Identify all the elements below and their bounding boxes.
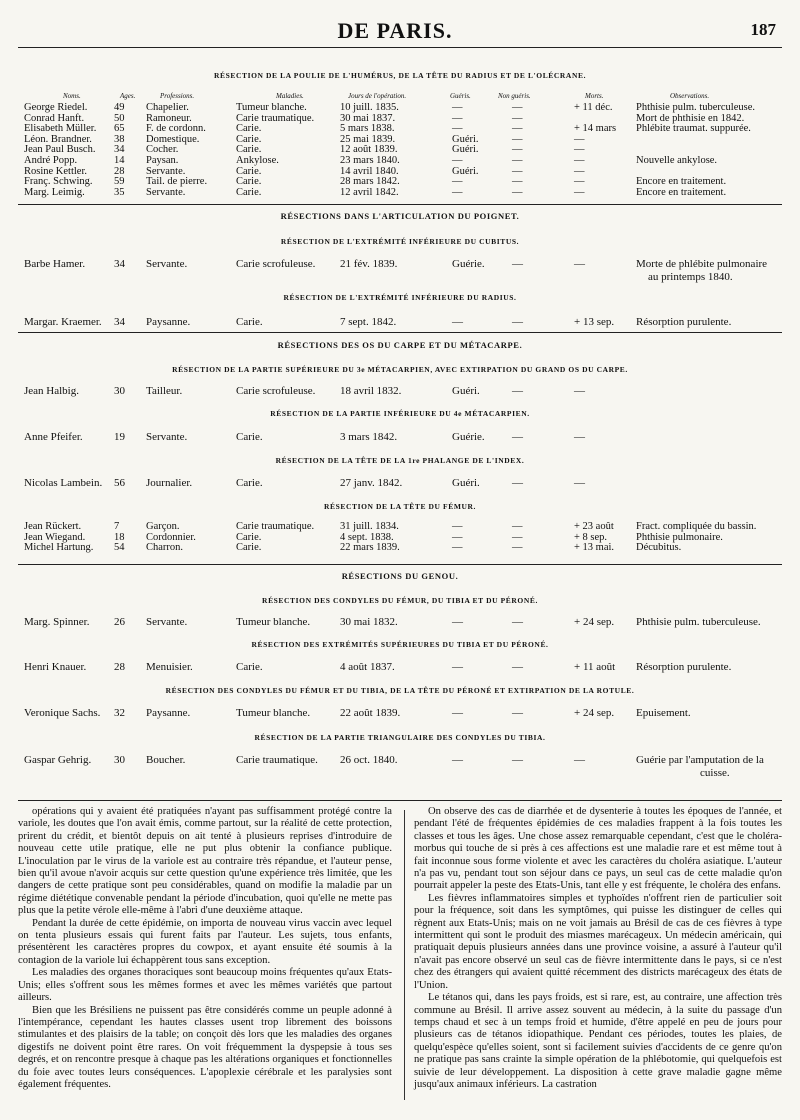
operation-date: 4 août 1837.	[340, 661, 395, 673]
patient-profession: Tail. de pierre.	[146, 176, 208, 188]
patient-age: 19	[114, 431, 125, 443]
patient-name: Margar. Kraemer.	[24, 316, 102, 328]
patient-malady: Carie traumatique.	[236, 112, 315, 124]
patient-malady: Tumeur blanche.	[236, 707, 311, 719]
non-gueri-value: —	[512, 155, 523, 166]
section-title-metacarpien-4: RÉSECTION DE LA PARTIE INFÉRIEURE DU 4e MÉTACARPIEN.	[270, 409, 530, 418]
col-observations: Observations.	[670, 92, 710, 100]
gueri-value: —	[452, 123, 463, 135]
mort-value: —	[574, 431, 585, 443]
section-title-carpe: RÉSECTIONS DES OS DU CARPE ET DU MÉTACARPE.	[277, 340, 523, 350]
patient-profession: F. de cordonn.	[146, 123, 206, 135]
patient-profession: Charron.	[146, 542, 184, 554]
section-title-extremites: RÉSECTION DES EXTRÉMITÉS SUPÉRIEURES DU TIBIA ET DU PÉRONÉ.	[251, 640, 549, 649]
patient-profession: Chapelier.	[146, 102, 189, 113]
gueri-value: Guéri.	[452, 165, 479, 177]
patient-name: Conrad Hanft.	[24, 112, 85, 124]
observation: Résorption purulente.	[636, 316, 732, 328]
patient-age: 28	[114, 661, 125, 673]
table-row	[18, 176, 782, 187]
non-gueri-value: —	[512, 133, 523, 145]
observation: Décubitus.	[636, 542, 682, 554]
observation: Encore en traitement.	[636, 186, 727, 198]
non-gueri-value: —	[512, 176, 523, 188]
table-row	[18, 430, 782, 444]
non-gueri-value: —	[512, 112, 523, 124]
patient-profession: Boucher.	[146, 754, 186, 766]
table-row	[18, 144, 782, 155]
patient-name: Gaspar Gehrig.	[24, 754, 92, 766]
mort-value: + 24 sep.	[574, 707, 615, 719]
patient-age: 34	[114, 316, 125, 328]
non-gueri-value: —	[512, 385, 523, 397]
table-row	[18, 257, 782, 271]
patient-age: 7	[114, 521, 120, 532]
gueri-value: Guérie.	[452, 258, 485, 270]
patient-malady: Carie.	[236, 661, 263, 673]
patient-age: 59	[114, 176, 125, 188]
paragraph: Les fièvres inflammatoires simples et typhoïdes n'offrent rien de particulier soit pour la fréquence, soit dans les symptômes, qui puisse les distinguer de celles qui règnent aux Etats-Unis; mais on ne voit jamais au Brésil de cas de ces fièvres à type intermittent qui sont le produit des miasmes marécageux. Un médecin américain, qui pratiquait depuis plusieurs années dans une province voisine, a assuré à l'auteur qu'il n'avait pas encore observé un seul cas de fièvre intermittente dans le pays, si ce n'est chez des étrangers qui avaient quitté récemment des districts marécageux des états de l'Union.	[414, 892, 782, 991]
operation-date: 27 janv. 1842.	[340, 477, 403, 489]
operation-date: 22 août 1839.	[340, 707, 401, 719]
table-row	[18, 542, 782, 553]
gueri-value: —	[452, 316, 463, 328]
patient-profession: Paysan.	[146, 155, 179, 166]
section-title-phalange: RÉSECTION DE LA TÊTE DE LA 1re PHALANGE DE L'INDEX.	[275, 456, 525, 465]
col-non-gueris: Non guéris.	[498, 92, 531, 100]
operation-date: 23 mars 1840.	[340, 155, 400, 166]
operation-date: 28 mars 1842.	[340, 176, 400, 188]
paragraph: Bien que les Brésiliens ne puissent pas être considérés comme un peuple adonné à l'intempérance, cependant les hautes classes usent trop librement des boissons stimulantes et des plaisirs de la table; on conçoit dès lors que les maladies des organes digestifs ne doivent point être rares. On voit fréquemment la dyspepsie à tous ses degrés, et on rencontre presque à chaque pas les altérations organiques et fonctionnelles du foie avec toutes leurs conséquences. L'apoplexie cérébrale et les paralysies sont également fréquentes.	[18, 1004, 392, 1090]
non-gueri-value: —	[512, 144, 523, 156]
patient-age: 54	[114, 542, 125, 554]
section-rule	[18, 204, 782, 205]
patient-name: Jean Rückert.	[24, 521, 82, 532]
patient-name: André Popp.	[24, 155, 78, 166]
patient-malady: Carie.	[236, 477, 263, 489]
patient-name: Elisabeth Müller.	[24, 123, 97, 135]
col-professions: Professions.	[160, 92, 195, 100]
patient-malady: Carie.	[236, 123, 262, 135]
operation-date: 5 mars 1838.	[340, 123, 395, 135]
patient-profession: Servante.	[146, 431, 188, 443]
operation-date: 30 mai 1832.	[340, 616, 398, 628]
patient-profession: Servante.	[146, 186, 186, 198]
gueri-value: —	[452, 531, 463, 543]
patient-malady: Carie.	[236, 431, 263, 443]
patient-age: 26	[114, 616, 125, 628]
table-row	[18, 753, 782, 767]
patient-malady: Carie traumatique.	[236, 754, 318, 766]
section-title-poignet: RÉSECTIONS DANS L'ARTICULATION DU POIGNET.	[280, 211, 520, 221]
patient-malady: Carie.	[236, 133, 262, 145]
non-gueri-value: —	[512, 316, 523, 328]
mort-value: + 11 déc.	[574, 102, 613, 113]
table-row	[18, 521, 782, 532]
section-title-triangulaire: RÉSECTION DE LA PARTIE TRIANGULAIRE DES CONDYLES DU TIBIA.	[254, 733, 546, 742]
patient-name: George Riedel.	[24, 102, 88, 113]
mort-value: —	[574, 144, 585, 156]
operation-date: 22 mars 1839.	[340, 542, 400, 554]
observation: Phthisie pulm. tuberculeuse.	[636, 616, 761, 628]
section-title-radius: RÉSECTION DE L'EXTRÉMITÉ INFÉRIEURE DU RADIUS.	[283, 293, 517, 302]
paragraph: opérations qui y avaient été pratiquées n'ayant pas suffisamment protégé contre la variole, les doutes que l'on avait émis, comme partout, sur la réalité de cette protection, prirent du crédit, et bientôt depuis on ait tenté à plusieurs reprises d'introduire de nouveau cette utile pratique, elle ne put plus obtenir la confiance publique. L'inoculation par le virus de la variole est au contraire très répandue, et l'auteur pense, bien qu'il avoue n'avoir acquis sur cette question qu'une expérience très limitée, que les dangers de cette pratique sont peu considérables, quand on modifie la maladie par un régime diététique convenable pendant la période d'incubation, quoi qu'elle ne mette pas plus que la petite vérole elle-même à l'abri d'une deuxième attaque.	[18, 806, 392, 917]
operation-date: 30 mai 1837.	[340, 112, 396, 124]
patient-malady: Tumeur blanche.	[236, 616, 311, 628]
mort-value: + 13 sep.	[574, 316, 615, 328]
table-row	[18, 660, 782, 674]
observation: Phlébite traumat. suppurée.	[636, 123, 751, 135]
gueri-value: —	[452, 707, 463, 719]
observation-continued: au printemps 1840.	[648, 271, 733, 283]
non-gueri-value: —	[512, 123, 523, 135]
patient-malady: Ankylose.	[236, 155, 279, 166]
patient-name: Nicolas Lambein.	[24, 477, 103, 489]
patient-profession: Servante.	[146, 165, 186, 177]
patient-name: Marg. Leimig.	[24, 186, 85, 198]
non-gueri-value: —	[512, 616, 523, 628]
patient-malady: Carie.	[236, 186, 262, 198]
observation: Mort de phthisie en 1842.	[636, 112, 745, 124]
mort-value: + 11 août	[574, 661, 616, 673]
gueri-value: —	[452, 186, 463, 198]
observation: Nouvelle ankylose.	[636, 155, 718, 166]
gueri-value: —	[452, 112, 463, 124]
section-title-genou: RÉSECTIONS DU GENOU.	[341, 571, 459, 581]
mort-value: —	[574, 155, 585, 166]
non-gueri-value: —	[512, 661, 523, 673]
patient-malady: Carie.	[236, 316, 263, 328]
patient-malady: Carie.	[236, 542, 262, 554]
operation-date: 18 avril 1832.	[340, 385, 402, 397]
patient-age: 65	[114, 123, 125, 135]
observation-continued: cuisse.	[700, 767, 730, 779]
col-morts: Morts.	[585, 92, 604, 100]
table-row	[18, 532, 782, 543]
mort-value: + 24 sep.	[574, 616, 615, 628]
observation: Morte de phlébite pulmonaire	[636, 258, 768, 270]
patient-age: 28	[114, 165, 125, 177]
paragraph: Pendant la durée de cette épidémie, on importa de nouveau virus vaccin avec lequel on tenta plusieurs essais qui furent faits par l'auteur. Les sujets, tous enfants, présentèrent les caractères propres du cowpox, et ayant ensuite été soumis à la contagion de la variole lui échappèrent tous sans exception.	[18, 917, 392, 966]
table-row	[18, 187, 782, 198]
mort-value: —	[574, 477, 585, 489]
observation: Encore en traitement.	[636, 176, 727, 188]
patient-name: Anne Pfeifer.	[24, 431, 83, 443]
patient-age: 18	[114, 531, 125, 543]
non-gueri-value: —	[512, 102, 523, 113]
text-column-right	[414, 806, 782, 1091]
patient-profession: Cordonnier.	[146, 531, 196, 543]
gueri-value: —	[452, 176, 463, 188]
patient-name: Rosine Kettler.	[24, 165, 87, 177]
patient-malady: Carie scrofuleuse.	[236, 258, 316, 270]
operation-date: 4 sept. 1838.	[340, 531, 394, 543]
non-gueri-value: —	[512, 431, 523, 443]
non-gueri-value: —	[512, 754, 523, 766]
non-gueri-value: —	[512, 165, 523, 177]
mort-value: + 8 sep.	[574, 531, 608, 543]
section-title-femur: RÉSECTION DE LA TÊTE DU FÉMUR.	[323, 502, 477, 511]
mort-value: —	[574, 165, 585, 177]
table-row	[18, 166, 782, 177]
patient-age: 30	[114, 754, 125, 766]
text-column-left	[18, 806, 392, 1091]
patient-profession: Ramoneur.	[146, 112, 192, 124]
page-number: 187	[750, 20, 776, 39]
observation: Guérie par l'amputation de la	[636, 754, 764, 766]
observation: Fract. compliquée du bassin.	[636, 521, 757, 532]
gueri-value: Guéri.	[452, 477, 480, 489]
patient-name: Henri Knauer.	[24, 661, 87, 673]
section-title-poulie: RÉSECTION DE LA POULIE DE L'HUMÉRUS, DE LA TÊTE DU RADIUS ET DE L'OLÉCRANE.	[213, 71, 587, 80]
section-title-metacarpien-3: RÉSECTION DE LA PARTIE SUPÉRIEURE DU 3e MÉTACARPIEN, AVEC EXTIRPATION DU GRAND OS DU CARPE.	[172, 365, 628, 374]
patient-profession: Tailleur.	[146, 385, 183, 397]
patient-profession: Paysanne.	[146, 707, 191, 719]
patient-profession: Paysanne.	[146, 316, 191, 328]
mort-value: + 23 août	[574, 521, 614, 532]
patient-malady: Carie.	[236, 176, 262, 188]
patient-age: 34	[114, 144, 125, 156]
section-title-condyles: RÉSECTION DES CONDYLES DU FÉMUR, DU TIBIA ET DU PÉRONÉ.	[262, 596, 538, 605]
non-gueri-value: —	[512, 707, 523, 719]
paragraph: Le tétanos qui, dans les pays froids, est si rare, est, au contraire, une affection très commune au Brésil. Il arrive assez souvent au médecin, à la suite du passage d'un temps chaud et sec à un temps froid et humide, d'être appelé en peu de jours pour plusieurs cas de tétanos idiopathique. Pendant ces périodes, toutes les plaies, de quelqu'espèce qu'elles soient, sont si facilement suivies d'accidents de ce genre qu'on ne pratique pas sans crainte la simple opération de la phlébotomie, qui quelquefois est suivie de leur développement. La disposition à cette grave maladie gagne même jusqu'aux animaux inférieurs. La castration	[414, 992, 782, 1090]
paragraph: On observe des cas de diarrhée et de dysenterie à toutes les époques de l'année, et pendant l'été de fréquentes épidémies de ces maladies frappent à la fois toutes les classes et tous les âges. Une chose assez remarquable cependant, c'est que le choléra-morbus qui touche de si près à ces affections est une maladie rare et est même tout à fait inconnue sous forme violente et avec les caractères du choléra asiatique. L'auteur n'a pas vu, pendant tout son séjour dans ce pays, un seul cas de cette maladie qu'on pourrait appeler la peste des Etats-Unis, tant elle y est fréquente, le choléra des enfans.	[414, 806, 782, 892]
section-rule	[18, 564, 782, 565]
non-gueri-value: —	[512, 258, 523, 270]
gueri-value: Guérie.	[452, 431, 485, 443]
col-noms: Noms.	[63, 92, 81, 100]
gueri-value: —	[452, 155, 463, 166]
patient-malady: Carie.	[236, 144, 262, 156]
patient-profession: Menuisier.	[146, 661, 193, 673]
observation: Résorption purulente.	[636, 661, 732, 673]
operation-date: 12 avril 1842.	[340, 186, 399, 198]
gueri-value: Guéri.	[452, 133, 479, 145]
observation: Phthisie pulmonaire.	[636, 531, 723, 543]
gueri-value: —	[452, 661, 463, 673]
mort-value: —	[574, 176, 585, 188]
table-row	[18, 102, 782, 113]
non-gueri-value: —	[512, 531, 523, 543]
gueri-value: Guéri.	[452, 144, 479, 156]
mort-value: —	[574, 385, 585, 397]
patient-name: Léon. Brandner.	[24, 133, 92, 145]
mort-value: + 14 mars	[574, 123, 617, 135]
gueri-value: —	[452, 616, 463, 628]
gueri-value: —	[452, 754, 463, 766]
table-row	[18, 123, 782, 134]
operation-date: 3 mars 1842.	[340, 431, 398, 443]
operation-date: 12 août 1839.	[340, 144, 398, 156]
operation-date: 7 sept. 1842.	[340, 316, 397, 328]
patient-profession: Garçon.	[146, 521, 180, 532]
patient-name: Franç. Schwing.	[24, 176, 93, 188]
mort-value: + 13 mai.	[574, 542, 615, 554]
patient-age: 35	[114, 186, 125, 198]
patient-profession: Servante.	[146, 258, 188, 270]
observation: Epuisement.	[636, 707, 691, 719]
non-gueri-value: —	[512, 542, 523, 554]
table-row	[18, 706, 782, 720]
patient-age: 49	[114, 102, 125, 113]
non-gueri-value: —	[512, 521, 523, 532]
column-separator	[404, 810, 405, 1100]
col-maladies: Maladies.	[276, 92, 304, 100]
patient-age: 30	[114, 385, 125, 397]
mort-value: —	[574, 133, 585, 145]
patient-malady: Carie.	[236, 531, 262, 543]
col-jours: Jours de l'opération.	[348, 92, 407, 100]
patient-name: Michel Hartung.	[24, 542, 94, 554]
non-gueri-value: —	[512, 186, 523, 198]
table-row	[18, 315, 782, 329]
operation-date: 25 mai 1839.	[340, 133, 396, 145]
patient-name: Jean Wiegand.	[24, 531, 86, 543]
patient-name: Marg. Spinner.	[24, 616, 90, 628]
patient-age: 32	[114, 707, 125, 719]
patient-malady: Carie traumatique.	[236, 521, 315, 532]
patient-age: 38	[114, 133, 125, 145]
col-gueris: Guéris.	[450, 92, 471, 100]
column-headers	[18, 92, 782, 102]
operation-date: 14 avril 1840.	[340, 165, 399, 177]
operation-date: 10 juill. 1835.	[340, 102, 399, 113]
gueri-value: —	[452, 102, 463, 113]
patient-age: 50	[114, 112, 125, 124]
table-row	[18, 113, 782, 124]
patient-name: Veronique Sachs.	[24, 707, 101, 719]
table-row	[18, 134, 782, 145]
gueri-value: —	[452, 521, 463, 532]
mort-value: —	[574, 186, 585, 198]
non-gueri-value: —	[512, 477, 523, 489]
patient-profession: Domestique.	[146, 133, 200, 145]
patient-age: 34	[114, 258, 125, 270]
patient-malady: Tumeur blanche.	[236, 102, 307, 113]
section-rule	[18, 332, 782, 333]
table-row	[18, 476, 782, 490]
patient-profession: Journalier.	[146, 477, 193, 489]
table-row	[18, 155, 782, 166]
operation-date: 26 oct. 1840.	[340, 754, 398, 766]
gueri-value: —	[452, 542, 463, 554]
patient-malady: Carie scrofuleuse.	[236, 385, 316, 397]
patient-name: Jean Halbig.	[24, 385, 79, 397]
patient-name: Jean Paul Busch.	[24, 144, 96, 156]
section-title-cubitus: RÉSECTION DE L'EXTRÉMITÉ INFÉRIEURE DU CUBITUS.	[280, 237, 520, 246]
gueri-value: Guéri.	[452, 385, 480, 397]
patient-age: 14	[114, 155, 125, 166]
table-row	[18, 384, 782, 398]
mort-value: —	[574, 754, 585, 766]
paragraph: Les maladies des organes thoraciques sont beaucoup moins fréquentes qu'aux Etats-Unis; elles s'offrent sous les mêmes formes et avec les mêmes variétés que partout ailleurs.	[18, 967, 392, 1004]
operation-date: 21 fév. 1839.	[340, 258, 398, 270]
patient-malady: Carie.	[236, 165, 262, 177]
page-header	[0, 14, 800, 44]
patient-name: Barbe Hamer.	[24, 258, 86, 270]
patient-profession: Cocher.	[146, 144, 179, 156]
header-rule	[18, 47, 782, 48]
mort-value: —	[574, 258, 585, 270]
operation-date: 31 juill. 1834.	[340, 521, 399, 532]
observation: Phthisie pulm. tuberculeuse.	[636, 102, 755, 113]
col-ages: Ages.	[120, 92, 136, 100]
patient-age: 56	[114, 477, 125, 489]
table-bottom-rule	[18, 800, 782, 801]
patient-profession: Servante.	[146, 616, 188, 628]
page-title: DE PARIS.	[337, 18, 453, 43]
table-row	[18, 615, 782, 629]
section-title-rotule: RÉSECTION DES CONDYLES DU FÉMUR ET DU TIBIA, DE LA TÊTE DU PÉRONÉ ET EXTIRPATION DE LA ROTULE.	[165, 686, 635, 695]
